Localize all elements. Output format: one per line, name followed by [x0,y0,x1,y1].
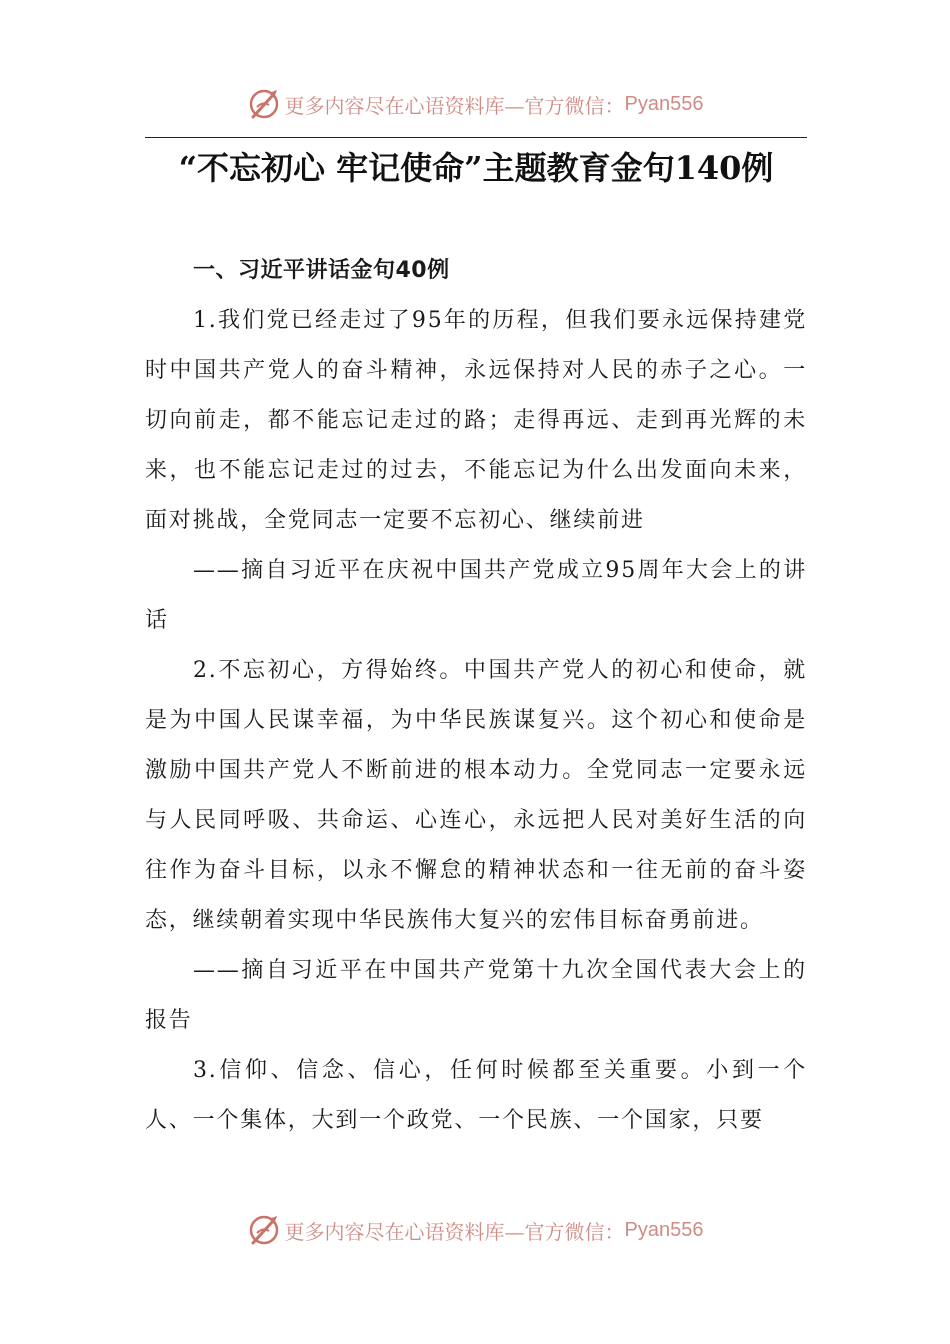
pen-logo-icon [247,87,281,121]
source-citation-1: ——摘自习近平在庆祝中国共产党成立95周年大会上的讲话 [145,558,807,633]
watermark-header [0,84,950,124]
watermark-wechat-id: Pyan556 [624,1218,704,1241]
watermark-text: 更多内容尽在心语资料库—官方微信： [284,93,625,118]
pen-logo-icon [247,1213,281,1247]
section-heading: 一、习近平讲话金句40例 [193,258,450,283]
document-body [145,246,807,1146]
paragraph-2: 2.不忘初心，方得始终。中国共产党人的初心和使命，就是为中国人民谋幸福，为中华民族谋复兴。这个初心和使命是激励中国共产党人不断前进的根本动力。全党同志一定要永远与人民同呼吸、共命运、心连心，永远把人民对美好生活的向往作为奋斗目标，以永不懈怠的精神状态和一往无前的奋斗姿态，继续朝着实现中华民族伟大复兴的宏伟目标奋勇前进。 [145,658,807,933]
source-citation-2: ——摘自习近平在中国共产党第十九次全国代表大会上的报告 [145,958,807,1033]
watermark-text: 更多内容尽在心语资料库—官方微信： [284,1219,625,1244]
paragraph-1: 1.我们党已经走过了95年的历程，但我们要永远保持建党时中国共产党人的奋斗精神，永远保持对人民的赤子之心。一切向前走，都不能忘记走过的路；走得再远、走到再光辉的未来，也不能忘记走过的过去，不能忘记为什么出发面向未来，面对挑战，全党同志一定要不忘初心、继续前进 [145,308,807,533]
header-divider [145,137,807,138]
paragraph-3: 3.信仰、信念、信心，任何时候都至关重要。小到一个人、一个集体，大到一个政党、一个民族、一个国家，只要 [145,1058,807,1133]
watermark-wechat-id: Pyan556 [624,92,704,115]
document-title: “不忘初心 牢记使命”主题教育金句140例 [178,149,774,187]
watermark-footer [0,1210,950,1250]
